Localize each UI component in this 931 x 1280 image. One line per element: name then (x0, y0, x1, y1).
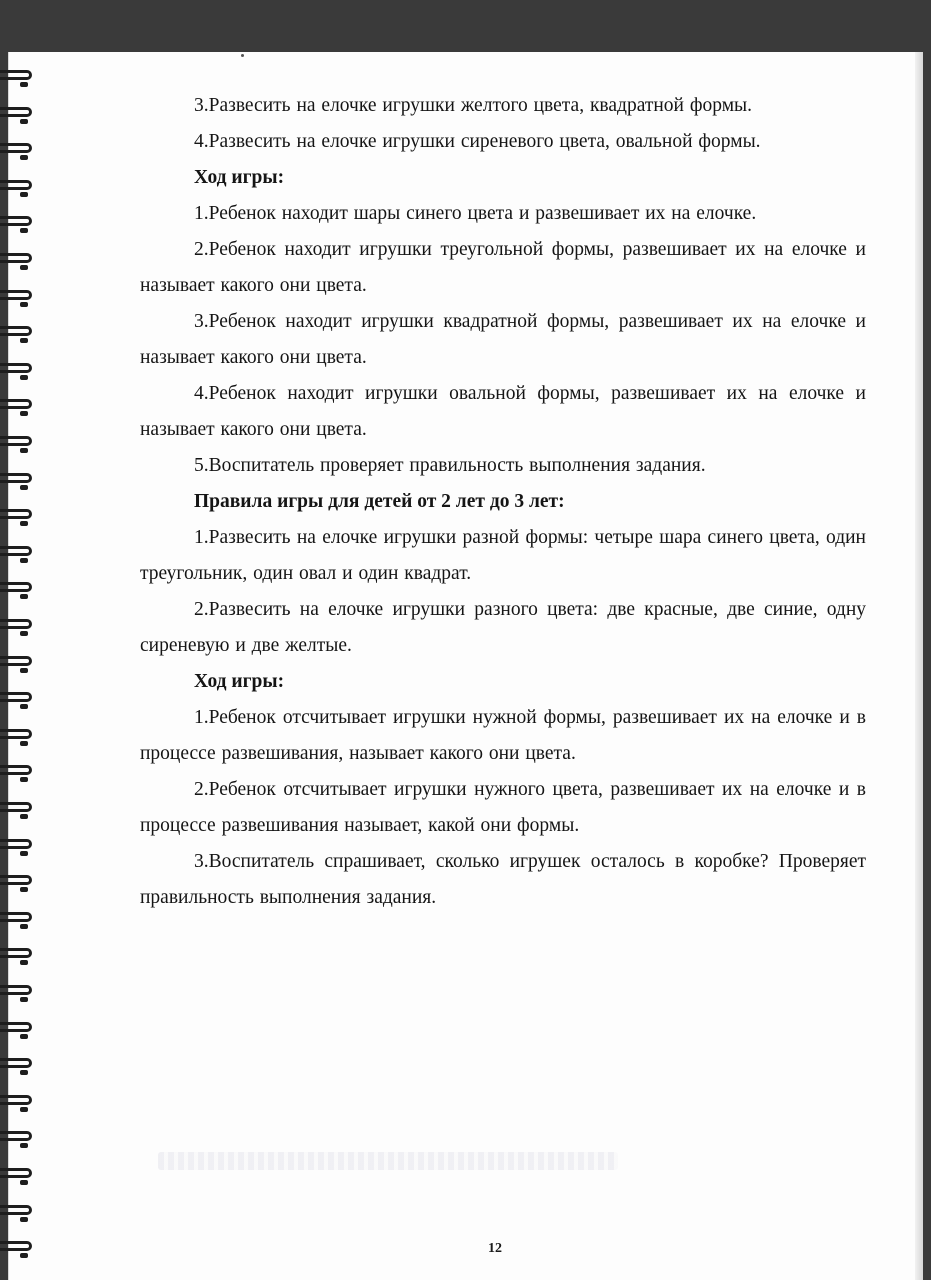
binding-coil (0, 729, 32, 739)
page-edge (915, 52, 923, 1280)
binding-coil (0, 912, 32, 922)
binding-coil (0, 399, 32, 409)
paragraph-step-4: 4.Ребенок находит игрушки овальной формы, развешивает их на елочке и называет какого они цвета. (140, 383, 866, 440)
binding-coil (0, 1058, 32, 1068)
paragraph-rule-colors: 2.Развесить на елочке игрушки разного цвета: две красные, две синие, одну сиреневую и две желтые. (140, 599, 866, 656)
binding-coil (0, 1168, 32, 1178)
binding-coil (0, 839, 32, 849)
binding-coil (0, 546, 32, 556)
paragraph-rule-3: 3.Развесить на елочке игрушки желтого цвета, квадратной формы. (194, 95, 753, 116)
binding-coil (0, 107, 32, 117)
binding-coil (0, 1022, 32, 1032)
section-heading-game-progress: Ход игры: (194, 167, 285, 188)
paragraph-rule-4: 4.Развесить на елочке игрушки сиреневого цвета, овальной формы. (194, 131, 761, 152)
binding-coil (0, 143, 32, 153)
paragraph-step-5: 5.Воспитатель проверяет правильность выполнения задания. (194, 455, 706, 476)
section-heading-rules-2-3-years: Правила игры для детей от 2 лет до 3 лет: (194, 491, 565, 512)
binding-coil (0, 1095, 32, 1105)
paragraph-count-shapes: 1.Ребенок отсчитывает игрушки нужной формы, развешивает их на елочке и в процессе развешивания, называет какого они цвета. (140, 707, 866, 764)
binding-coil (0, 985, 32, 995)
binding-coil (0, 253, 32, 263)
binding-coil (0, 582, 32, 592)
page-number: 12 (488, 1241, 502, 1256)
binding-coil (0, 692, 32, 702)
binding-coil (0, 473, 32, 483)
show-through-text (158, 1152, 618, 1170)
binding-coil (0, 180, 32, 190)
binding-coil (0, 656, 32, 666)
binding-coil (0, 290, 32, 300)
binding-coil (0, 765, 32, 775)
binding-coil (0, 509, 32, 519)
binding-coil (0, 436, 32, 446)
binding-coil (0, 70, 32, 80)
binding-coil (0, 802, 32, 812)
paragraph-count-colors: 2.Ребенок отсчитывает игрушки нужного цвета, развешивает их на елочке и в процессе развешивания называет, какой они формы. (140, 779, 866, 836)
paragraph-step-2: 2.Ребенок находит игрушки треугольной формы, развешивает их на елочке и называет какого они цвета. (140, 239, 866, 296)
binding-coil (0, 948, 32, 958)
paragraph-rule-shapes: 1.Развесить на елочке игрушки разной формы: четыре шара синего цвета, один треугольник, один овал и один квадрат. (140, 527, 866, 584)
binding-coil (0, 1241, 32, 1251)
binding-coil (0, 1131, 32, 1141)
binding-coil (0, 216, 32, 226)
binding-coil (0, 1205, 32, 1215)
binding-coil (0, 326, 32, 336)
paragraph-step-1: 1.Ребенок находит шары синего цвета и развешивает их на елочке. (194, 203, 757, 224)
paragraph-teacher-asks: 3.Воспитатель спрашивает, сколько игрушек осталось в коробке? Проверяет правильность выполнения задания. (140, 851, 866, 908)
binding-coil (0, 619, 32, 629)
binding-coil (0, 363, 32, 373)
section-heading-game-progress-2: Ход игры: (194, 671, 285, 692)
scan-speck (241, 54, 244, 57)
page-body (140, 88, 866, 916)
binding-coil (0, 875, 32, 885)
paragraph-step-3: 3.Ребенок находит игрушки квадратной формы, развешивает их на елочке и называет какого они цвета. (140, 311, 866, 368)
spiral-binding (0, 70, 34, 1280)
